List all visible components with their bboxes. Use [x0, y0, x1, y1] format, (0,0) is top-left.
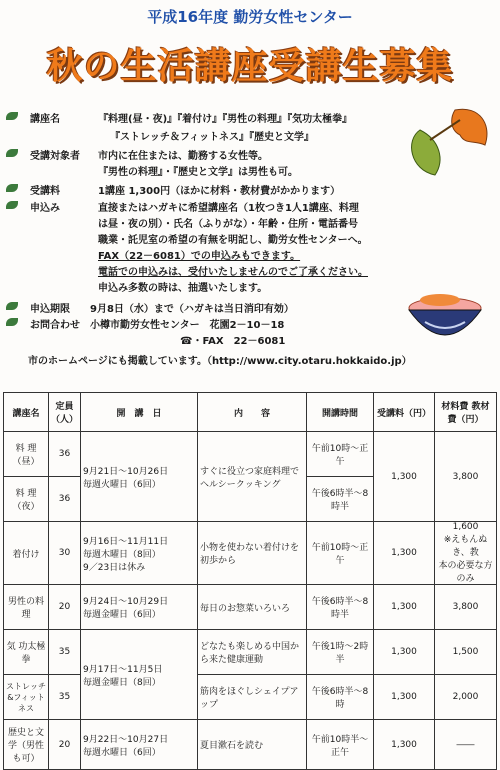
table-row [4, 585, 497, 630]
cell-mat: 1,500 [435, 630, 497, 675]
date-range: 9月16日～11月11日 [83, 536, 169, 547]
apply-line4: FAX（22－6081）での申込みもできます。 [98, 251, 301, 262]
apply-label: 申込み [30, 203, 60, 214]
cell-mat: 3,800 [435, 432, 497, 522]
date-weekday: 毎週金曜日（8回） [83, 677, 161, 688]
cell-content: 小物を使わない着付けを初歩から [198, 522, 307, 585]
apply-line3: 職業・託児室の希望の有無を明記し、勤労女性センターへ。 [98, 235, 368, 246]
table-header-row [4, 393, 497, 432]
header-subtitle: 平成16年度 勤労女性センター [147, 8, 353, 26]
cell-name: 着付け [4, 522, 49, 585]
header-cell: 開 講 日 [81, 393, 198, 432]
cell-name: 歴史と文学（男性も可） [4, 720, 49, 770]
deadline-value: 9月8日（水）まで（ハガキは当日消印有効） [90, 304, 294, 315]
page-title: 秋の生活講座受講生募集 [46, 46, 454, 87]
contact-line1: 小樽市勤労女性センター 花園2－10－18 [90, 320, 285, 331]
cell-name: 男性の料 理 [4, 585, 49, 630]
cell-cap: 20 [49, 585, 81, 630]
cell-cap: 20 [49, 720, 81, 770]
cell-cap: 36 [49, 432, 81, 477]
header-cell: 講座名 [4, 393, 49, 432]
deadline-label: 申込期限 [30, 304, 70, 315]
header-cell: 材料費 教材費（円） [435, 393, 497, 432]
date-weekday: 毎週金曜日（6回） [83, 610, 161, 620]
course-label: 講座名 [30, 114, 60, 125]
tempura-bowl-icon [395, 280, 495, 360]
mat-note: 本の必要な方のみ [438, 561, 493, 584]
date-weekday: 毎週木曜日（8回） [83, 549, 161, 560]
date-range: 9月17日～11月5日 [83, 664, 163, 675]
apply-line1: 直接またはハガキに希望講座名（1枚つき1人1講座、料理 [98, 203, 359, 214]
cell-time: 午後6時半～8時 [307, 675, 374, 720]
cell-time: 午前10時半～正午 [307, 720, 374, 770]
apply-line2: は昼・夜の別）・氏名（ふりがな）・年齢・住所・電話番号 [98, 219, 358, 230]
cell-content: 夏目漱石を読む [198, 720, 307, 770]
apply-line6: 申込み多数の時は、抽選いたします。 [98, 283, 268, 294]
contact-line2: ☎・FAX 22－6081 [180, 336, 286, 347]
mat-value: 1,600 [452, 522, 479, 532]
cell-name: 気 功太極拳 [4, 630, 49, 675]
date-range: 9月24日～10月29日 [83, 597, 169, 607]
cell-time: 午前10時～正午 [307, 432, 374, 477]
cell-cap: 36 [49, 477, 81, 522]
cell-time: 午後6時半～8時半 [307, 585, 374, 630]
cell-content: すぐに役立つ家庭料理でヘルシークッキング [198, 432, 307, 522]
table-row [4, 675, 497, 720]
table-row [4, 522, 497, 585]
leaf-icon [6, 112, 18, 120]
cell-date [81, 630, 198, 720]
mat-note: ※えもんぬき、教 [443, 535, 488, 558]
cell-cap: 35 [49, 630, 81, 675]
cell-name: 料 理（昼） [4, 432, 49, 477]
cell-fee: 1,300 [374, 432, 435, 522]
cell-date [81, 522, 198, 585]
fee-label: 受講料 [30, 186, 60, 197]
date-weekday: 毎週水曜日（6回） [83, 747, 161, 758]
cell-date [81, 432, 198, 522]
homepage-note: 市のホームページにも掲載しています。（http://www.city.otaru.hokkaido.jp） [28, 356, 412, 367]
leaf-icon [6, 318, 18, 326]
autumn-leaves-icon [400, 100, 495, 180]
cell-time: 午後6時半～8時半 [307, 477, 374, 522]
cell-fee: 1,300 [374, 585, 435, 630]
table-row [4, 432, 497, 477]
cell-time: 午前10時～正午 [307, 522, 374, 585]
date-weekday: 毎週火曜日（6回） [83, 479, 161, 490]
cell-mat: ―― [435, 720, 497, 770]
date-note: 9／23日は休み [83, 562, 146, 573]
target-label: 受講対象者 [30, 151, 80, 162]
cell-mat: 2,000 [435, 675, 497, 720]
header-cell: 内 容 [198, 393, 307, 432]
cell-cap: 35 [49, 675, 81, 720]
course-line2: 『ストレッチ＆フィットネス』『歴史と文学』 [110, 132, 314, 143]
cell-fee: 1,300 [374, 522, 435, 585]
course-row [6, 110, 22, 123]
cell-content: どなたも楽しめる中国から来た健康運動 [198, 630, 307, 675]
cell-cap: 30 [49, 522, 81, 585]
leaf-icon [6, 302, 18, 310]
cell-content: 筋肉をほぐしシェイプアップ [198, 675, 307, 720]
cell-fee: 1,300 [374, 720, 435, 770]
table-row [4, 720, 497, 770]
leaf-icon [6, 149, 18, 157]
date-range: 9月22日～10月27日 [83, 734, 169, 745]
cell-mat: 3,800 [435, 585, 497, 630]
cell-name: 料 理（夜） [4, 477, 49, 522]
cell-content: 毎日のお惣菜いろいろ [198, 585, 307, 630]
header-cell: 開講時間 [307, 393, 374, 432]
cell-date [81, 720, 198, 770]
header-cell: 定員（人） [49, 393, 81, 432]
leaf-icon [6, 184, 18, 192]
contact-label: お問合わせ [30, 320, 80, 331]
cell-date [81, 585, 198, 630]
header-cell: 受講料（円） [374, 393, 435, 432]
target-line2: 『男性の料理』・『歴史と文学』は男性も可。 [98, 167, 298, 178]
leaf-icon [6, 201, 18, 209]
cell-name: ストレッチ&フィットネス [4, 675, 49, 720]
course-table [3, 392, 497, 770]
cell-fee: 1,300 [374, 630, 435, 675]
fee-value: 1講座 1,300円（ほかに材料・教材費がかかります） [98, 186, 341, 197]
cell-fee: 1,300 [374, 675, 435, 720]
target-line1: 市内に在住または、勤務する女性等。 [98, 151, 268, 162]
apply-line5: 電話での申込みは、受付いたしませんのでご了承ください。 [98, 267, 368, 278]
cell-mat [435, 522, 497, 585]
cell-time: 午後1時～2時半 [307, 630, 374, 675]
date-range: 9月21日～10月26日 [83, 466, 169, 477]
course-line1: 『料理(昼・夜)』『着付け』『男性の料理』『気功太極拳』 [98, 114, 353, 125]
table-row [4, 630, 497, 675]
